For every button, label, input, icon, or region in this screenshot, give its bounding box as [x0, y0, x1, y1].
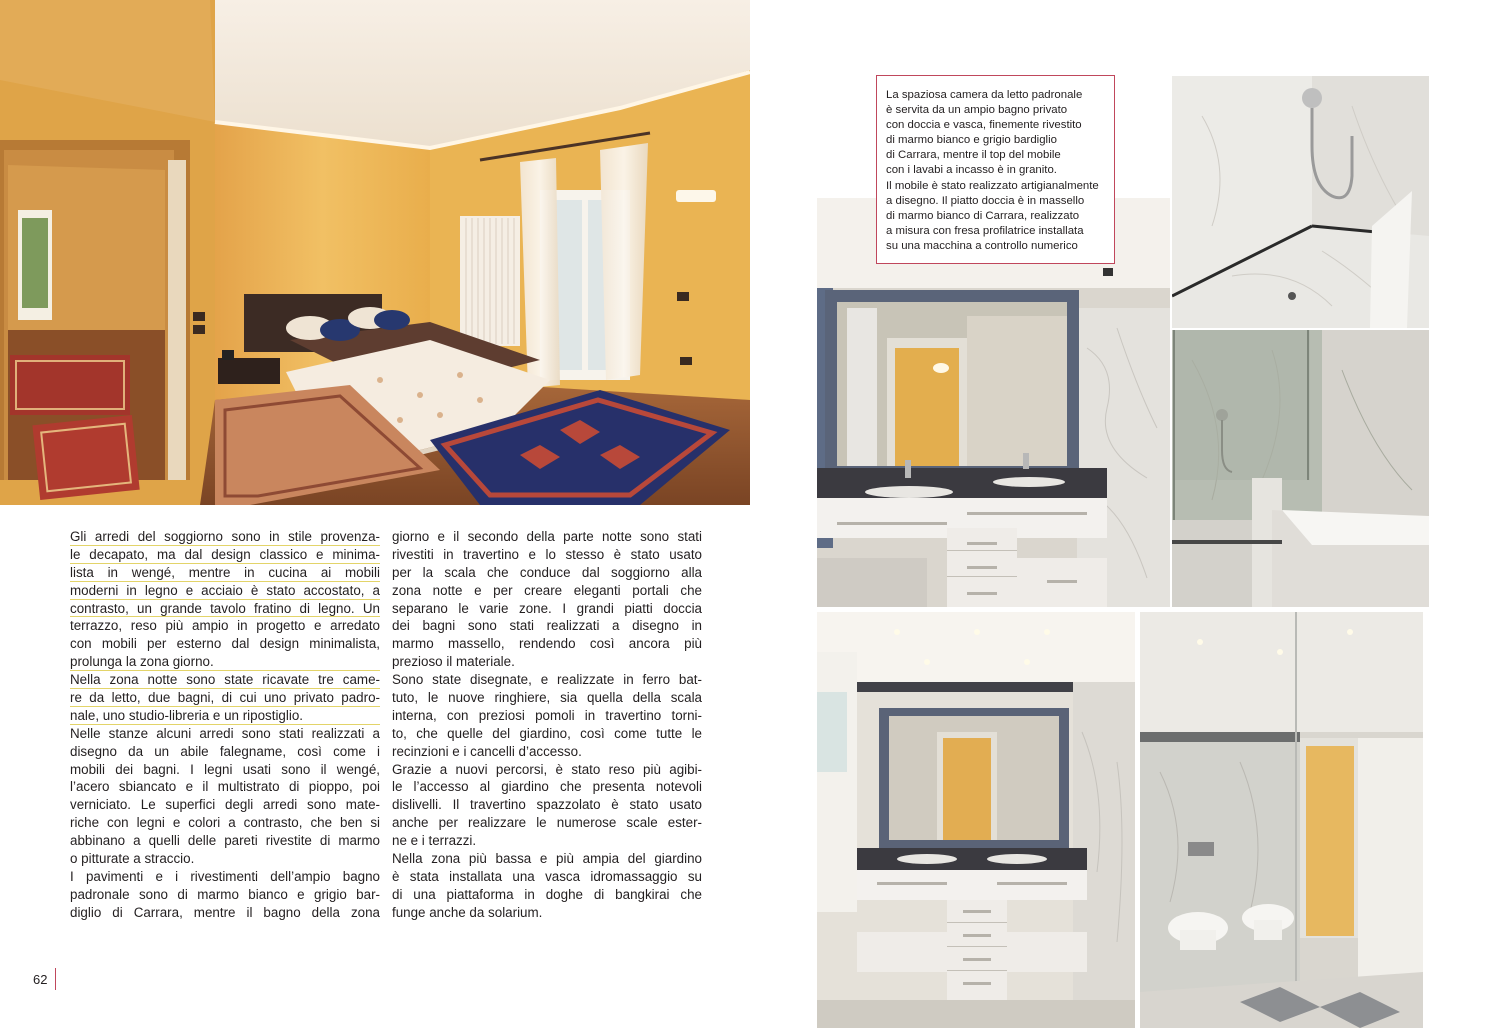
body-line: con mobili per esterno dal design minimalista, — [70, 636, 380, 652]
bathroom-wc-photo — [1140, 612, 1423, 1028]
body-line: prezioso il materiale. — [392, 654, 515, 670]
body-line: recinzioni e i cancelli d’accesso. — [392, 743, 582, 759]
body-line: anche per realizzare le numerose scale ester- — [392, 815, 702, 831]
body-line: Gli arredi del soggiorno sono in stile provenza- — [70, 529, 380, 544]
body-line: Nella zona notte sono state ricavate tre came- — [70, 672, 380, 688]
photo-caption-box — [876, 75, 1115, 264]
body-line: disegno da un abile falegname, così come i — [70, 743, 380, 759]
body-line: diglio di Carrara, mentre il bagno della zona — [70, 904, 380, 920]
body-line: to, che quelle del giardino, così come tutte le — [392, 725, 702, 741]
body-line: marmo massello, rendendo così ancora più — [392, 636, 702, 652]
shower-tub-illustration — [1172, 330, 1429, 607]
body-line: nale, uno studio-libreria e un ripostiglio. — [70, 707, 380, 725]
body-line: lista in wengé, mentre in cucina ai mobili — [70, 564, 380, 580]
body-line: mobili dei bagni. I legni usati sono il wengé, — [70, 761, 380, 777]
body-line: dislivelli. Il travertino spazzolato è stato usato — [392, 797, 702, 813]
bedroom-photo — [0, 0, 750, 505]
body-line: è stata installata una vasca idromassaggio su — [392, 868, 702, 884]
body-line: per la scala che conduce dal soggiorno alla — [392, 564, 702, 580]
body-line: giorno e il secondo della parte notte sono stati — [392, 529, 702, 544]
body-line: riche con legni e colori a contrasto, che ben si — [70, 815, 380, 831]
bathroom-wc-illustration — [1140, 612, 1423, 1028]
body-line: Nelle stanze alcuni arredi sono stati realizzati a — [70, 725, 380, 741]
bathroom-vanity-2-illustration — [817, 612, 1135, 1028]
body-line: prolunga la zona giorno. — [70, 653, 380, 671]
bedroom-illustration — [0, 0, 750, 505]
folio-divider — [55, 968, 56, 990]
body-line: zona notte e per creare eleganti portali che — [392, 582, 702, 598]
body-line: di una piattaforma in doghe di bangkirai che — [392, 886, 702, 902]
body-line: interna, con preziosi pomoli in travertino torni- — [392, 707, 702, 723]
body-line: abbinano a quelli delle pareti rivestite di marmo — [70, 833, 380, 849]
body-line: Sono state disegnate, e realizzate in ferro bat- — [392, 672, 702, 688]
body-text-right-column — [392, 528, 702, 922]
body-line: rivestiti in travertino e lo stesso è stato usato — [392, 546, 702, 562]
body-line: padronale sono di marmo bianco e grigio bar- — [70, 886, 380, 902]
body-line: moderni in legno e acciaio è stato accostato, a — [70, 582, 380, 598]
body-line: contrasto, un grande tavolo fratino di legno. Un — [70, 600, 380, 616]
body-line: dei bagni sono stati realizzati a disegno in — [392, 618, 702, 634]
body-line: separano le varie zone. I grandi piatti doccia — [392, 600, 702, 616]
body-line: verniciato. Le superfici degli arredi sono mate- — [70, 797, 380, 813]
body-line: le l’accesso al giardino che presenta notevoli — [392, 779, 702, 795]
body-line: re da letto, due bagni, di cui uno privato padro- — [70, 690, 380, 706]
body-line: o pitturate a straccio. — [70, 851, 195, 867]
photo-caption: La spaziosa camera da letto padronale è servita da un ampio bagno privato con doccia e vasca, finemente rivestito di marmo bianco e grigio bardiglio di Carrara, mentre il top del mobile con i lavabi a incasso è in granito. Il mobile è stato realizzato artigianalmente a disegno. Il piatto doccia è in massello di marmo bianco di Carrara, realizzato a misura con fresa profilatrice installata su una macchina a controllo numerico — [886, 89, 1099, 252]
bathroom-vanity-2-photo — [817, 612, 1135, 1028]
shower-tub-photo — [1172, 330, 1429, 607]
body-line: le decapato, ma dal design classico e minima- — [70, 546, 380, 562]
page-number: 62 — [33, 972, 48, 987]
body-line: Grazie a nuovi percorsi, è stato reso più agibi- — [392, 761, 702, 777]
body-line: Nella zona più bassa e più ampia del giardino — [392, 851, 702, 867]
shower-floor-photo — [1172, 76, 1429, 328]
body-line: tuto, le nuove ringhiere, sia quella della scala — [392, 690, 702, 706]
shower-floor-illustration — [1172, 76, 1429, 328]
body-line: terrazzo, reso più ampio in progetto e arredato — [70, 618, 380, 634]
body-line: funge anche da solarium. — [392, 904, 543, 920]
body-text-left-column — [70, 528, 380, 922]
body-line: l’acero sbiancato e il multistrato di pioppo, poi — [70, 779, 380, 795]
body-line: ne e i terrazzi. — [392, 833, 477, 849]
body-line: I pavimenti e i rivestimenti dell’ampio bagno — [70, 868, 380, 884]
